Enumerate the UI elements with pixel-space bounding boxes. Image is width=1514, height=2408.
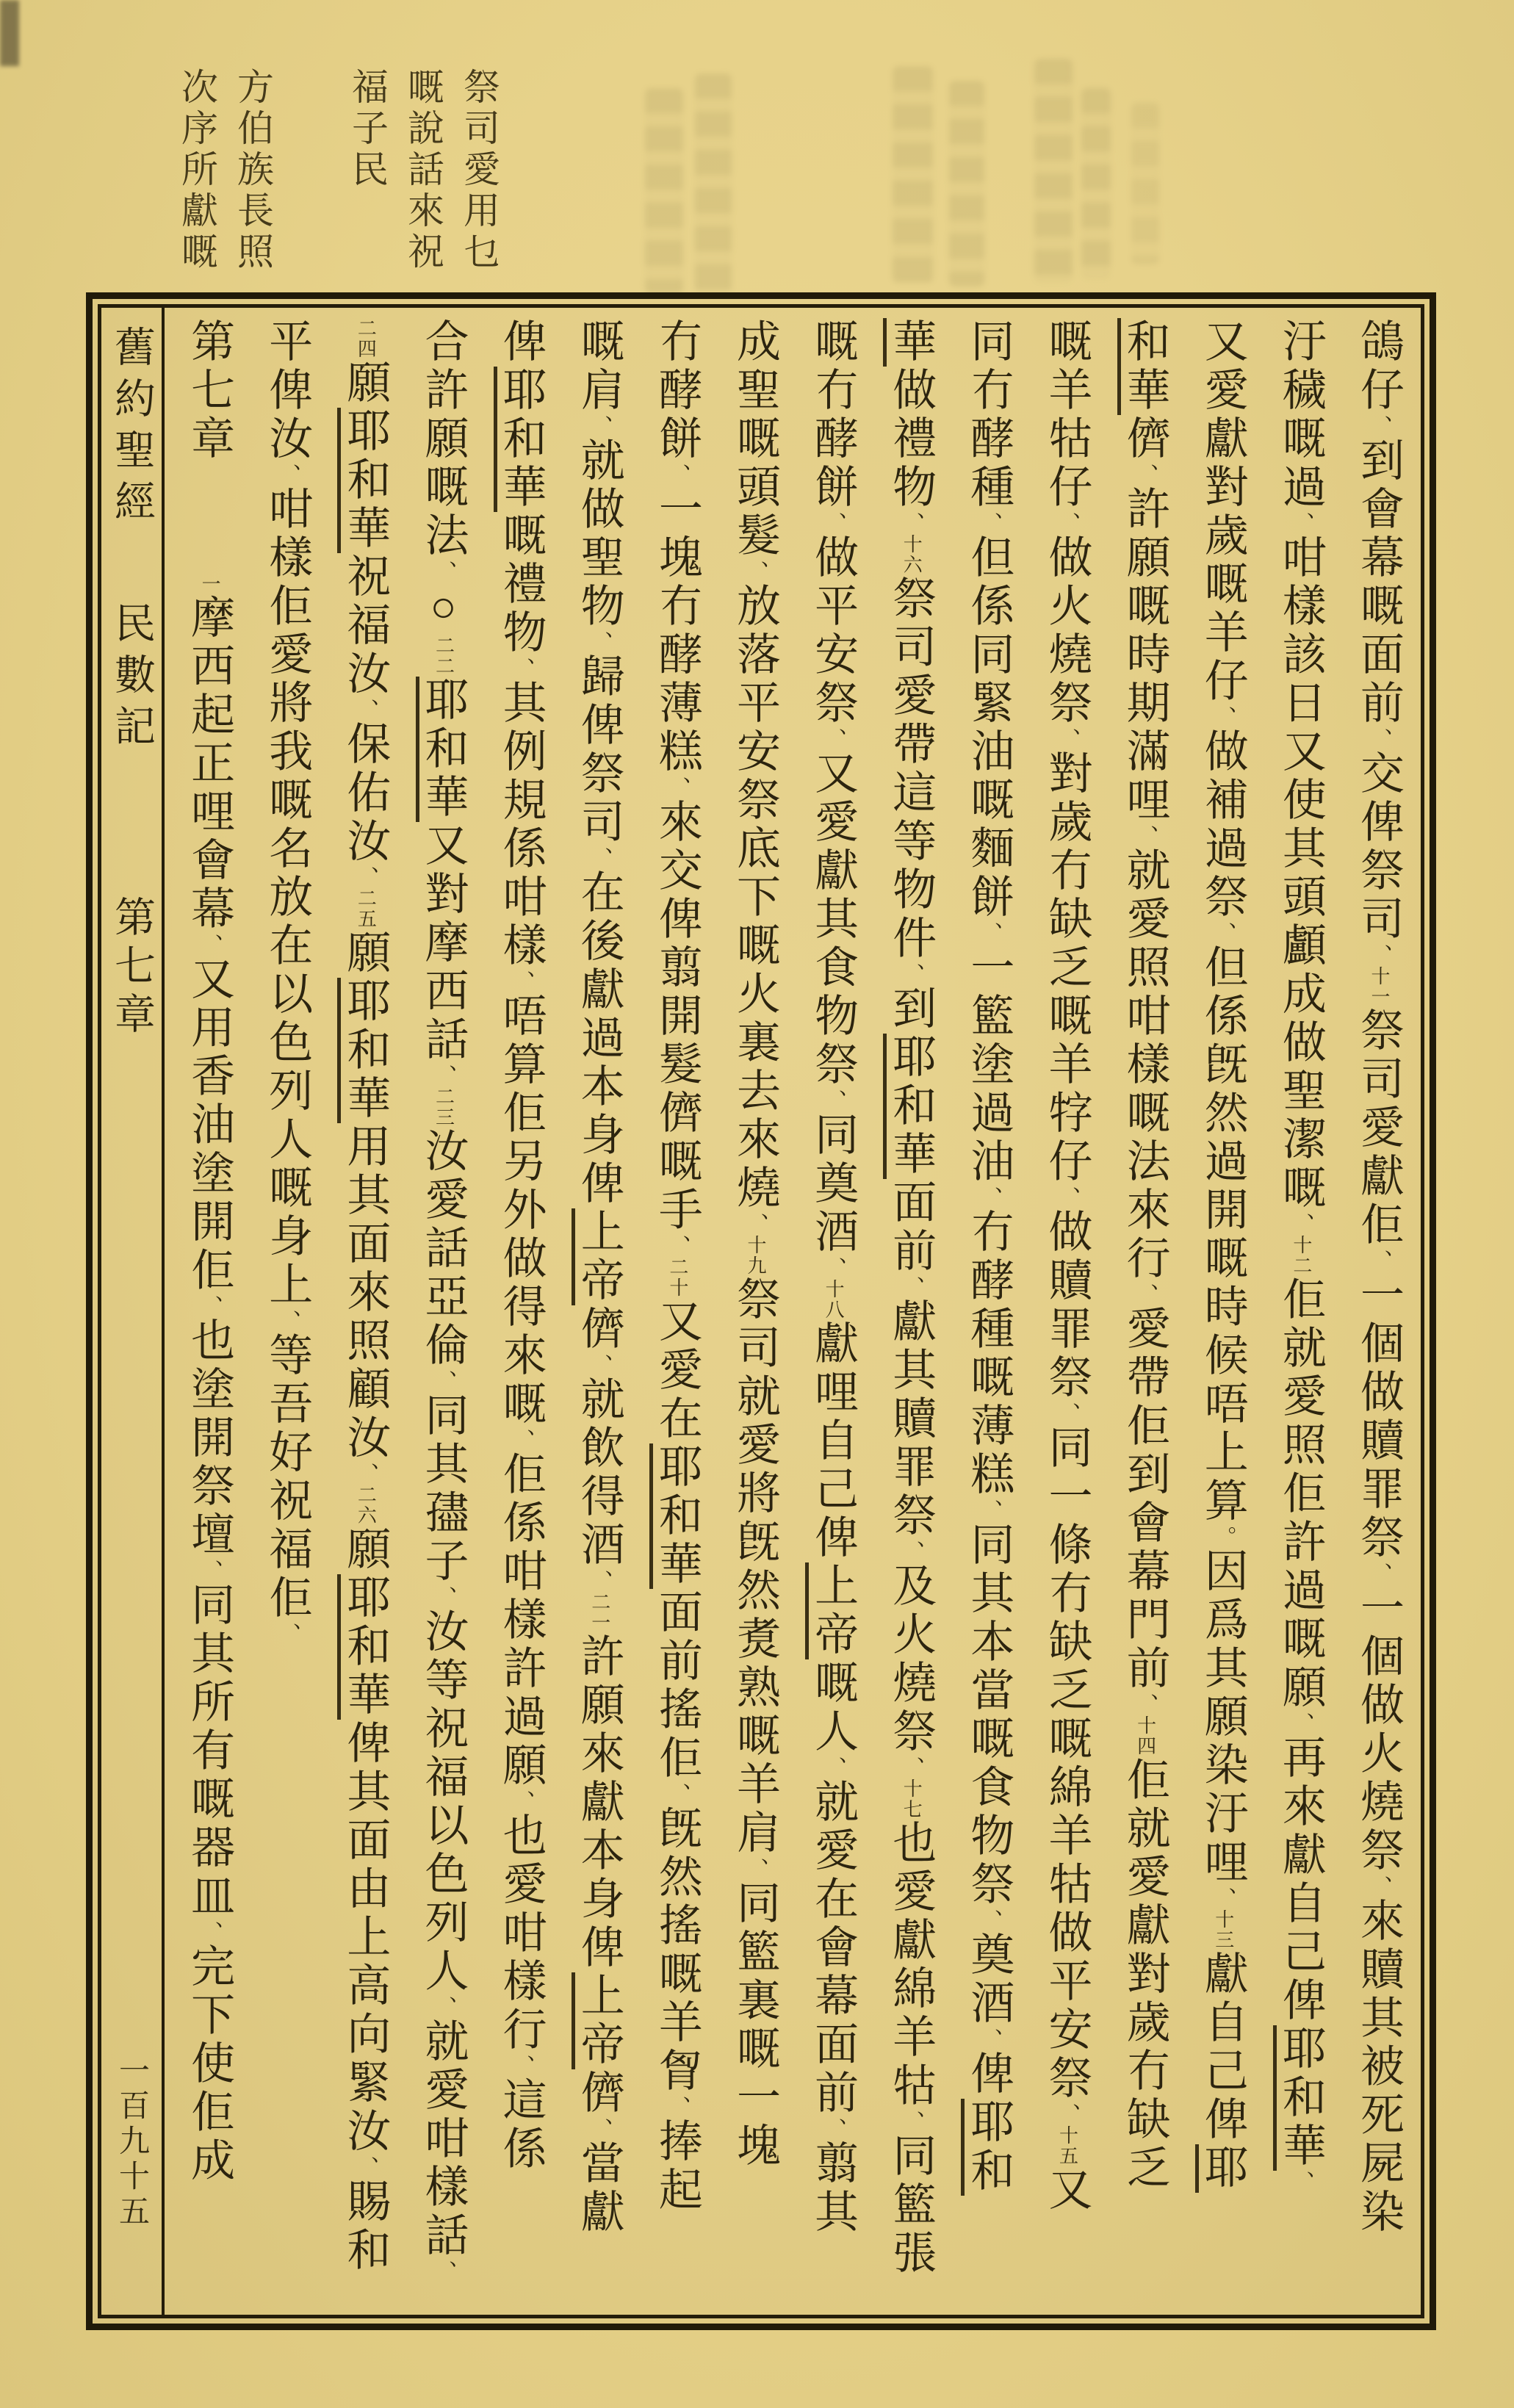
punctuation-mark: 、 — [665, 1783, 690, 1805]
punctuation-mark: 、 — [1211, 922, 1236, 944]
text-run: 摩西起正哩會幕 — [185, 594, 234, 934]
text-run: 奠酒 — [965, 1931, 1014, 2028]
text-run: 咁樣該日又使其頭顱成做聖潔嘅 — [1276, 534, 1325, 1213]
text-run: 也愛咁樣行 — [497, 1812, 546, 2055]
divine-name-marked: 上帝 — [805, 1562, 857, 1659]
text-run: 就飲得酒 — [574, 1376, 624, 1570]
bleedthrough-ghost-column — [1131, 103, 1159, 264]
text-run: 獻哩自己俾 — [809, 1320, 858, 1562]
punctuation-mark: 、 — [275, 1623, 300, 1645]
scan-edge-smudge — [0, 0, 19, 66]
punctuation-mark: 、 — [1055, 1402, 1080, 1424]
text-run: 做禮物 — [887, 367, 936, 512]
text-run: 完下使佢成 — [185, 1943, 234, 2185]
text-run: 俾其面由上高向緊汝 — [341, 1720, 390, 2156]
text-column — [481, 318, 559, 2307]
text-run: 嘅人 — [809, 1659, 858, 1756]
punctuation-mark: 、 — [1055, 2103, 1080, 2125]
punctuation-mark: 、 — [821, 728, 846, 750]
punctuation-mark: 、 — [1211, 1887, 1236, 1909]
header-note-column: 次序所獻嘅 — [176, 68, 217, 273]
text-run: 及火燒祭 — [887, 1562, 936, 1756]
text-run: 汝愛話亞倫 — [419, 1128, 468, 1370]
text-run: 咁樣佢愛將我嘅名放在以色列人嘅身上 — [263, 486, 312, 1310]
punctuation-mark: 、 — [431, 1996, 456, 2018]
divine-name-marked: 上帝 — [572, 1208, 624, 1305]
punctuation-mark: 、 — [1055, 1186, 1080, 1208]
text-run: 同冇酵種 — [965, 318, 1014, 512]
text-run: 但係同緊油嘅麵餅 — [965, 534, 1014, 922]
bleedthrough-ghost-column — [893, 66, 933, 283]
text-run: 一籃塗過油 — [965, 944, 1014, 1186]
verse-number: 二二 — [433, 635, 455, 677]
punctuation-mark: 、 — [1055, 512, 1080, 534]
punctuation-mark: 、 — [821, 1089, 846, 1111]
verse-number: 一 — [199, 574, 221, 594]
punctuation-mark: 、 — [509, 970, 534, 992]
punctuation-mark: 、 — [431, 2260, 456, 2282]
bleedthrough-ghost-column — [645, 88, 683, 294]
punctuation-mark: 、 — [431, 560, 456, 583]
text-run: 放落平安祭底下嘅火裏去來燒 — [731, 583, 779, 1213]
text-run: 佢係咁樣許過願 — [497, 1451, 546, 1790]
header-note-column: 祭司愛用乜 — [458, 68, 500, 273]
punctuation-mark: 、 — [821, 1257, 846, 1279]
punctuation-mark: 、 — [275, 464, 300, 486]
verse-number: 二五 — [355, 888, 377, 929]
verse-number: 十九 — [745, 1235, 766, 1276]
header-note-left — [170, 68, 281, 295]
punctuation-mark: 、 — [509, 1429, 534, 1451]
text-run: 用其面來照顧汝 — [341, 1123, 390, 1463]
divine-name-marked: 耶和華 — [416, 677, 468, 822]
bleedthrough-ghost-column — [1081, 88, 1111, 279]
punctuation-mark: 、 — [1367, 1250, 1391, 1272]
text-run: 也愛獻綿羊牯 — [887, 1820, 936, 2110]
text-run: 但係旣然過開嘅時候唔上算 — [1198, 944, 1247, 1526]
text-column — [715, 318, 793, 2307]
text-run: 在後獻過本身俾 — [574, 869, 624, 1208]
text-run: 也塗開祭壇 — [185, 1317, 234, 1560]
text-run: 許願來獻本身俾 — [574, 1633, 624, 1972]
text-run: 願 — [341, 359, 390, 408]
punctuation-mark: 、 — [587, 2118, 612, 2140]
text-run: 一個做火燒祭 — [1355, 1585, 1403, 1875]
punctuation-mark: 、 — [1133, 1693, 1158, 1715]
text-run: 成聖嘅頭髮 — [731, 318, 779, 560]
text-run: 祭司愛獻佢 — [1355, 1007, 1403, 1250]
text-run: 做補過祭 — [1198, 728, 1247, 922]
text-run: 保佑汝 — [341, 721, 390, 866]
text-run: 汙穢嘅過 — [1276, 318, 1325, 512]
text-run: 又對摩西話 — [419, 822, 468, 1064]
text-run: 來贖其被死屍染 — [1355, 1897, 1403, 2237]
text-run: 就愛照咁樣嘅法來行 — [1120, 847, 1169, 1283]
section-title: 民數記 — [109, 602, 154, 756]
divine-name-marked: 耶和華 — [883, 1034, 935, 1179]
bleedthrough-ghost-column — [695, 73, 732, 294]
punctuation-mark: 、 — [353, 866, 378, 888]
punctuation-mark: 、 — [977, 2028, 1002, 2050]
header-note-column: 福子民 — [347, 68, 388, 191]
punctuation-mark: 、 — [509, 1790, 534, 1812]
text-run: 同其所有嘅器皿 — [185, 1582, 234, 1921]
text-column — [637, 318, 715, 2307]
text-run: 等吾好祝福佢 — [263, 1332, 312, 1623]
punctuation-mark: 、 — [1133, 464, 1158, 486]
text-run: 獻其贖罪祭 — [887, 1298, 936, 1540]
text-column — [948, 318, 1026, 2307]
text-run: 捧起 — [652, 2118, 702, 2215]
text-run: 汝等祝福以色列人 — [419, 1608, 468, 1996]
punctuation-mark: 、 — [899, 963, 924, 985]
text-run: 俾 — [965, 2050, 1014, 2099]
punctuation-mark: 、 — [431, 1586, 456, 1608]
text-run: 做平安祭 — [809, 534, 858, 728]
text-run: 這係 — [497, 2077, 546, 2174]
punctuation-mark: 、 — [1288, 2171, 1313, 2193]
punctuation-mark: 、 — [1367, 1875, 1391, 1897]
text-column — [1105, 318, 1183, 2307]
punctuation-mark: 、 — [977, 1499, 1002, 1521]
bleedthrough-ghost-column — [949, 81, 984, 286]
text-run: 嘅禮物 — [497, 512, 546, 657]
text-run: 平俾汝 — [263, 318, 312, 464]
punctuation-mark: 、 — [198, 1921, 223, 1943]
text-run: 同其孻子 — [419, 1392, 468, 1586]
punctuation-mark: 、 — [743, 560, 768, 583]
text-run: 又用香油塗開佢 — [185, 956, 234, 1295]
punctuation-mark: 、 — [977, 1909, 1002, 1931]
text-run: 儕 — [574, 1305, 624, 1354]
divine-name-marked: 耶和華 — [337, 1574, 389, 1720]
header-note-column: 嘅說話來祝 — [403, 68, 444, 273]
punctuation-mark: 、 — [1288, 1712, 1313, 1734]
text-column — [325, 318, 403, 2307]
punctuation-mark: 、 — [353, 699, 378, 721]
text-run: 交俾祭司 — [1355, 750, 1403, 944]
text-run: 來交俾翦開髮儕嘅手 — [652, 799, 702, 1235]
text-run: 歸俾祭司 — [574, 653, 624, 847]
text-column — [1261, 318, 1338, 2307]
text-run: 同奠酒 — [809, 1111, 858, 1257]
divine-name-marked: 華 — [883, 318, 935, 367]
verse-number: 十五 — [1056, 2125, 1078, 2166]
column-gap-spacer — [209, 464, 210, 574]
divine-name-marked: 耶和華 — [649, 1443, 702, 1589]
punctuation-mark: 、 — [743, 1213, 768, 1235]
running-title-column — [101, 308, 165, 2315]
text-run: 到 — [887, 985, 936, 1034]
punctuation-mark: 、 — [977, 512, 1002, 534]
punctuation-mark: 、 — [899, 512, 924, 534]
verse-number: 十六 — [901, 534, 923, 575]
verse-number: 二一 — [588, 1592, 610, 1633]
punctuation-mark: 、 — [665, 464, 690, 486]
verse-number: 二四 — [355, 318, 377, 359]
verse-number: 十一 — [1369, 966, 1390, 1007]
divine-name-marked: 耶 — [1195, 2144, 1247, 2193]
punctuation-mark: 、 — [1055, 728, 1080, 750]
text-run: 第七章 — [185, 318, 234, 464]
text-run: 其例規係咁樣 — [497, 679, 546, 970]
text-run: 俾 — [497, 318, 546, 367]
punctuation-mark: 、 — [743, 1858, 768, 1880]
punctuation-mark: 、 — [977, 1186, 1002, 1208]
divine-name-marked: 耶和華 — [337, 408, 389, 553]
punctuation-mark: 、 — [821, 1756, 846, 1778]
text-column — [559, 318, 637, 2307]
punctuation-mark: 、 — [665, 776, 690, 799]
punctuation-mark: 。 — [1211, 1526, 1236, 1548]
text-run: 一塊冇酵薄糕 — [652, 486, 702, 776]
punctuation-mark: 、 — [821, 2118, 846, 2140]
punctuation-mark: 、 — [1288, 1213, 1313, 1235]
punctuation-mark: 、 — [899, 1540, 924, 1562]
text-run: 做贖罪祭 — [1042, 1208, 1092, 1402]
divine-name-marked: 耶和華 — [337, 978, 389, 1123]
header-note-column: 方伯族長照 — [232, 68, 273, 273]
text-run: 願 — [341, 929, 390, 978]
text-run: 賜和 — [341, 2178, 390, 2275]
text-run: 合許願嘅法 — [419, 318, 468, 560]
verse-number: 十七 — [901, 1778, 923, 1820]
text-run: 當獻 — [574, 2140, 624, 2237]
text-run: 愛帶佢到會幕門前 — [1120, 1305, 1169, 1693]
text-run: 又 — [1042, 2166, 1092, 2215]
text-run: 唔算佢另外做得來嘅 — [497, 992, 546, 1429]
text-run: 同其本當嘅食物祭 — [965, 1521, 1014, 1909]
text-column — [1338, 318, 1416, 2307]
verse-number: 十四 — [1134, 1715, 1156, 1756]
text-run: 祝福汝 — [341, 553, 390, 699]
punctuation-mark: 、 — [977, 922, 1002, 944]
text-run: 冇酵餅 — [652, 318, 702, 464]
punctuation-mark: 、 — [509, 657, 534, 679]
text-run: 嘅肩 — [574, 318, 624, 415]
text-run: 做火燒祭 — [1042, 534, 1092, 728]
text-run: 冇酵種嘅薄糕 — [965, 1208, 1014, 1499]
text-run: 同一條冇缺乏嘅綿羊牯做平安祭 — [1042, 1424, 1092, 2103]
text-column — [403, 318, 480, 2307]
text-run: 同籃張 — [887, 2133, 936, 2278]
text-column — [1026, 318, 1104, 2307]
punctuation-mark: 、 — [198, 934, 223, 956]
text-run: 一個做贖罪祭 — [1355, 1272, 1403, 1562]
divine-name-marked: 上帝 — [572, 1972, 624, 2069]
punctuation-mark: 、 — [821, 512, 846, 534]
divine-name-marked: 耶和 — [961, 2099, 1013, 2196]
text-run: 又愛在 — [652, 1298, 702, 1443]
punctuation-mark: 、 — [353, 1463, 378, 1485]
text-run: 就做聖物 — [574, 437, 624, 631]
bleedthrough-ghost-column — [1034, 59, 1073, 283]
punctuation-mark: 、 — [899, 2110, 924, 2133]
divine-name-marked: 和華 — [1117, 318, 1169, 415]
verse-number: 十八 — [823, 1279, 845, 1320]
text-run: 儕 — [574, 2069, 624, 2118]
page-number: 一百九十五 — [115, 2054, 148, 2230]
text-column — [247, 318, 325, 2307]
punctuation-mark: 、 — [587, 1570, 612, 1592]
punctuation-mark: 、 — [899, 1756, 924, 1778]
punctuation-mark: 、 — [587, 847, 612, 869]
text-run: 同籃裏嘅一塊 — [731, 1880, 779, 2171]
divine-name-marked: 耶和華 — [1273, 2025, 1325, 2171]
verse-number: 十三 — [1212, 1909, 1234, 1950]
punctuation-mark: 、 — [1367, 415, 1391, 437]
punctuation-mark: 、 — [1211, 706, 1236, 728]
punctuation-mark: 、 — [587, 631, 612, 653]
punctuation-mark: 、 — [1367, 1562, 1391, 1585]
text-column — [870, 318, 948, 2307]
punctuation-mark: 、 — [899, 1276, 924, 1298]
page-border-inner-rule — [98, 304, 1424, 2318]
punctuation-mark: 、 — [1133, 1283, 1158, 1305]
punctuation-mark: 、 — [1133, 825, 1158, 847]
punctuation-mark: 、 — [587, 415, 612, 437]
text-column — [793, 318, 870, 2307]
text-run: 就愛咁樣話 — [419, 2018, 468, 2260]
scripture-text-area — [165, 308, 1421, 2315]
punctuation-mark: 、 — [198, 1295, 223, 1317]
text-run: 鴿仔 — [1355, 318, 1403, 415]
punctuation-mark: 、 — [509, 2055, 534, 2077]
punctuation-mark: 、 — [1367, 944, 1391, 966]
punctuation-mark: 、 — [198, 1560, 223, 1582]
text-run: 獻自己俾 — [1198, 1950, 1247, 2144]
text-run: 佢就愛照佢許過嘅願 — [1276, 1276, 1325, 1712]
text-run: 又愛獻其食物祭 — [809, 750, 858, 1089]
divine-name-marked: 耶和華 — [494, 367, 546, 512]
text-run: 再來獻自己俾 — [1276, 1734, 1325, 2025]
text-run: 許願嘅時期滿哩 — [1120, 486, 1169, 825]
verse-number: 二三 — [433, 1086, 455, 1128]
text-run: 儕 — [1120, 415, 1169, 464]
text-run: 面前 — [887, 1179, 936, 1276]
text-run: 嘅羊牯仔 — [1042, 318, 1092, 512]
verse-number: 二十 — [666, 1257, 688, 1298]
text-run: 因爲其願染汙哩 — [1198, 1548, 1247, 1887]
text-run: 又愛獻對歲嘅羊仔 — [1198, 318, 1247, 706]
text-run: 到會幕嘅面前 — [1355, 437, 1403, 728]
punctuation-mark: 、 — [431, 1370, 456, 1392]
punctuation-mark: 、 — [587, 1354, 612, 1376]
text-run: 就愛在會幕面前 — [809, 1778, 858, 2118]
text-run: 嘅冇酵餅 — [809, 318, 858, 512]
punctuation-mark: 、 — [1288, 512, 1313, 534]
text-run: 對歲冇缺乏嘅羊牸仔 — [1042, 750, 1092, 1186]
verse-number: 二六 — [355, 1485, 377, 1526]
text-run: 面前搖佢 — [652, 1589, 702, 1783]
page-border-frame — [86, 292, 1436, 2330]
text-run: 祭司愛帶這等物件 — [887, 575, 936, 963]
punctuation-mark: 、 — [1367, 728, 1391, 750]
text-run: 翦其 — [809, 2140, 858, 2237]
text-run: 祭司就愛將旣然煑熟嘅羊肩 — [731, 1276, 779, 1858]
chapter-title: 第七章 — [109, 895, 154, 1041]
text-column — [1183, 318, 1261, 2307]
punctuation-mark: 、 — [431, 1064, 456, 1086]
text-run: 旣然搖嘅羊胷 — [652, 1805, 702, 2096]
text-run: 願 — [341, 1526, 390, 1574]
punctuation-mark: 、 — [353, 2156, 378, 2178]
text-run: ○ — [419, 583, 468, 635]
text-run: 佢就愛獻對歲冇缺乏 — [1120, 1756, 1169, 2193]
punctuation-mark: 、 — [275, 1310, 300, 1332]
verse-number: 十二 — [1290, 1235, 1312, 1276]
punctuation-mark: 、 — [665, 2096, 690, 2118]
text-column — [169, 318, 247, 2307]
punctuation-mark: 、 — [665, 1235, 690, 1257]
book-title: 舊約聖經 — [109, 325, 154, 531]
header-note-right — [347, 68, 507, 295]
